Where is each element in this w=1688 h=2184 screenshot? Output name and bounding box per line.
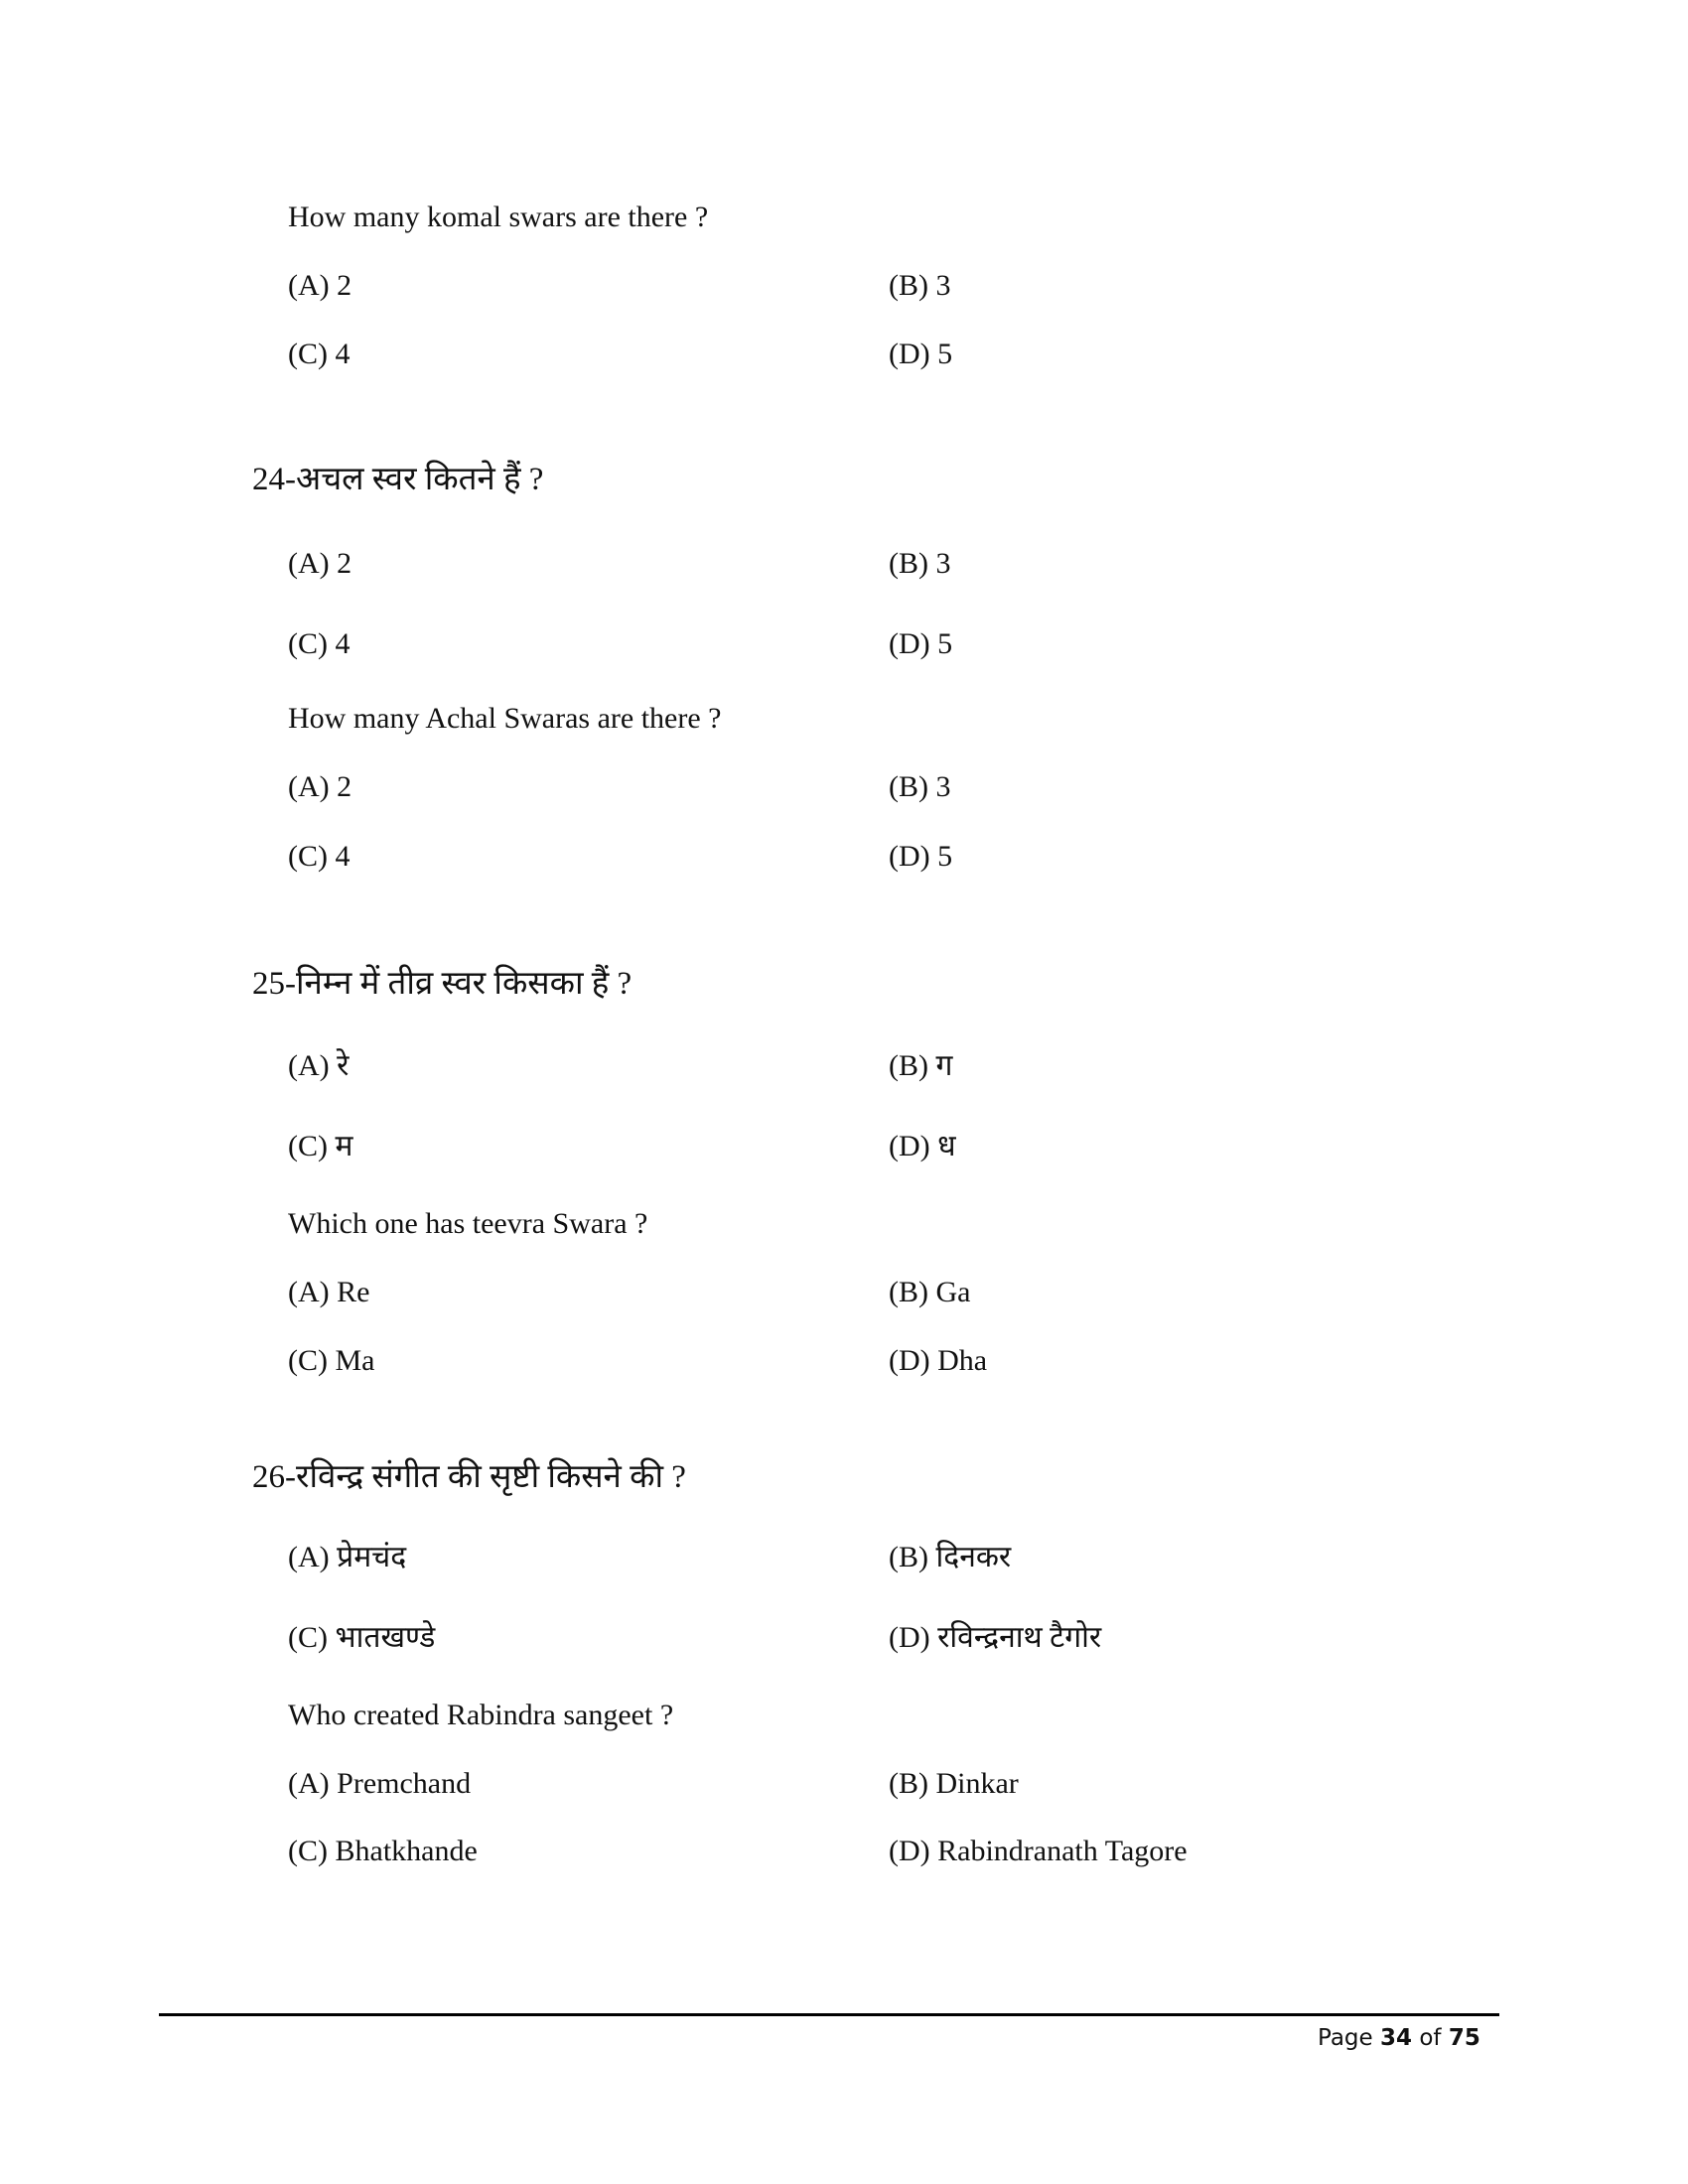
- option-a: (A) रे: [288, 1049, 350, 1082]
- option-c: (C) 4: [288, 338, 351, 370]
- option-b: (B) दिनकर: [889, 1541, 1012, 1573]
- question-text: 25-निम्न में तीव्र स्वर किसका हैं ?: [252, 966, 633, 1002]
- option-a: (A) 2: [288, 547, 352, 580]
- option-d: (D) Rabindranath Tagore: [889, 1835, 1188, 1867]
- option-b: (B) ग: [889, 1049, 953, 1082]
- option-a: (A) प्रेमचंद: [288, 1541, 407, 1573]
- page-word: Page: [1318, 2025, 1373, 2051]
- option-b: (B) 3: [889, 547, 951, 580]
- option-c: (C) Ma: [288, 1344, 375, 1377]
- option-d: (D) रविन्द्रनाथ टैगोर: [889, 1621, 1102, 1654]
- footer-divider: [159, 2013, 1499, 2016]
- option-b: (B) 3: [889, 269, 951, 302]
- option-b: (B) 3: [889, 770, 951, 803]
- question-text: How many komal swars are there ?: [288, 201, 709, 233]
- option-a: (A) Premchand: [288, 1767, 472, 1800]
- option-c: (C) भातखण्डे: [288, 1621, 436, 1654]
- option-d: (D) 5: [889, 627, 953, 660]
- of-word: of: [1419, 2025, 1442, 2051]
- option-a: (A) 2: [288, 269, 352, 302]
- option-c: (C) म: [288, 1130, 353, 1162]
- option-a: (A) 2: [288, 770, 352, 803]
- page-number: [1318, 2021, 1480, 2055]
- option-d: (D) ध: [889, 1130, 956, 1162]
- option-a: (A) Re: [288, 1276, 370, 1308]
- question-text: How many Achal Swaras are there ?: [288, 702, 722, 735]
- option-c: (C) 4: [288, 840, 351, 873]
- option-d: (D) 5: [889, 338, 953, 370]
- option-b: (B) Ga: [889, 1276, 971, 1308]
- option-b: (B) Dinkar: [889, 1767, 1019, 1800]
- page-total: 75: [1448, 2025, 1480, 2051]
- question-text: 24-अचल स्वर कितने हैं ?: [252, 462, 544, 497]
- option-c: (C) 4: [288, 627, 351, 660]
- question-text: Which one has teevra Swara ?: [288, 1207, 648, 1240]
- option-d: (D) Dha: [889, 1344, 988, 1377]
- question-text: 26-रविन्द्र संगीत की सृष्टी किसने की ?: [252, 1459, 686, 1495]
- question-text: Who created Rabindra sangeet ?: [288, 1699, 674, 1731]
- page-current: 34: [1380, 2025, 1413, 2051]
- option-d: (D) 5: [889, 840, 953, 873]
- option-c: (C) Bhatkhande: [288, 1835, 478, 1867]
